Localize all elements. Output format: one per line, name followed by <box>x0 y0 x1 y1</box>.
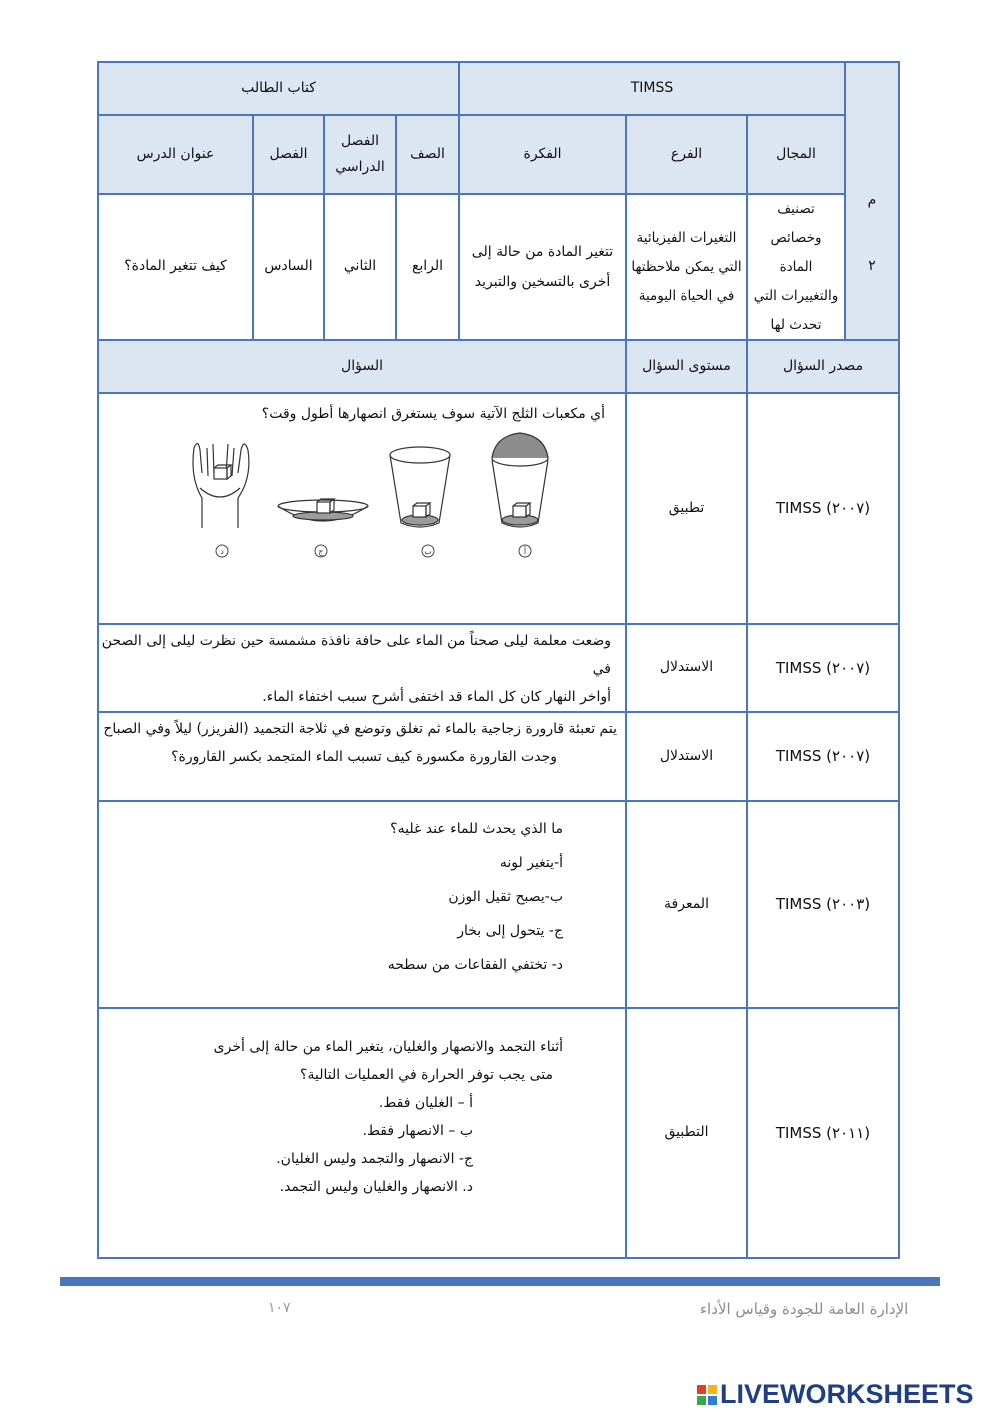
grid-line <box>746 114 748 1257</box>
footer-org: الإدارة العامة للجودة وقياس الأداء <box>700 1300 909 1318</box>
grid-line <box>99 623 898 625</box>
logo-text: LIVEWORKSHEETS <box>720 1379 974 1409</box>
figure-label-c: ج <box>318 547 324 556</box>
grid-line <box>323 114 325 339</box>
q5-stem-line-1: أثناء التجمد والانصهار والغليان، يتغير الماء من حالة إلى أخرى <box>213 1039 563 1055</box>
question-header-label: السؤال <box>341 357 383 374</box>
q4-source-text: TIMSS (٢٠٠٣) <box>775 895 871 913</box>
q4-level-text: المعرفة <box>664 895 709 912</box>
lesson-title-header-label: عنوان الدرس <box>136 145 215 162</box>
q3-line-1: يتم تعبئة قارورة زجاجية بالماء ثم تغلق وتوضع في ثلاجة التجميد (الفريزر) ليلاً وفي الصباح <box>103 721 617 737</box>
grid-line <box>458 63 460 339</box>
q3-line-2: وجدت القارورة مكسورة كيف تسبب الماء المتجمد بكسر القارورة؟ <box>171 749 557 765</box>
idea-text: تتغير المادة من حالة إلى أخرى بالتسخين والتبريد <box>471 244 614 290</box>
q2-line-1: وضعت معلمة ليلى صحناً من الماء على حافة نافذة مشمسة حين نظرت ليلى إلى الصحن في <box>101 633 611 677</box>
q4-stem: ما الذي يحدث للماء عند غليه؟ <box>390 821 563 837</box>
footer-bar <box>60 1277 940 1286</box>
q2-line-2: أواخر النهار كان كل الماء قد اختفى أشرح سبب اختفاء الماء. <box>262 689 611 705</box>
figure-label-d: د <box>220 547 224 556</box>
grid-line <box>99 193 846 195</box>
q5-level-text: التطبيق <box>664 1124 709 1141</box>
grade-header-label: الصف <box>410 145 445 162</box>
q2-source-text: TIMSS (٢٠٠٧) <box>775 658 871 677</box>
grid-line <box>99 114 846 116</box>
student-book-label: كتاب الطالب <box>241 79 316 96</box>
q4-option-c: ج- يتحول إلى بخار <box>457 923 563 939</box>
row-number-value: ٢ <box>868 258 876 275</box>
q1-text: أي مكعبات الثلج الآتية سوف يستغرق انصهارها أطول وقت؟ <box>261 406 605 422</box>
grid-line <box>625 114 627 1257</box>
branch-header-label: الفرع <box>670 145 703 162</box>
q5-option-d: د. الانصهار والغليان وليس التجمد. <box>279 1179 473 1195</box>
q1-level-text: تطبيق <box>668 499 705 516</box>
chapter-header-label: الفصل <box>269 145 308 162</box>
page-number: ١٠٧ <box>268 1300 291 1316</box>
domain-header-label: المجال <box>776 145 816 162</box>
number-header-label: م <box>867 192 877 209</box>
grid-line <box>252 114 254 339</box>
level-header-label: مستوى السؤال <box>642 357 731 374</box>
domain-text: تصنيف وخصائص المادة والتغييرات التي تحدث لها <box>753 200 839 333</box>
semester-header-label: الفصل الدراسي <box>335 133 385 175</box>
branch-text: التغيرات الفيزيائية التي يمكن ملاحظتها في الحياة اليومية <box>631 229 742 304</box>
figure-label-a: أ <box>523 547 527 556</box>
q5-source-text: TIMSS (٢٠١١) <box>775 1123 871 1142</box>
grade-text: الرابع <box>411 258 444 275</box>
q5-option-c: ج- الانصهار والتجمد وليس الغليان. <box>276 1151 473 1167</box>
q4-option-d: د- تختفي الفقاعات من سطحه <box>387 957 563 973</box>
grid-line <box>99 339 898 341</box>
grid-line <box>99 711 898 713</box>
q5-option-a: أ – الغليان فقط. <box>378 1095 473 1111</box>
q1-source-text: TIMSS (٢٠٠٧) <box>775 499 871 517</box>
q5-stem-line-2: متى يجب توفر الحرارة في العمليات التالية؟ <box>300 1067 553 1083</box>
table-border <box>97 61 900 1259</box>
grid-line <box>844 63 846 339</box>
logo-cubes-icon <box>697 1385 717 1405</box>
q4-option-a: أ-يتغير لونه <box>499 855 563 871</box>
chapter-text: السادس <box>264 258 313 275</box>
q3-level-text: الاستدلال <box>659 747 714 764</box>
q2-level-text: الاستدلال <box>659 659 714 676</box>
idea-header-label: الفكرة <box>523 145 562 162</box>
grid-line <box>99 1007 898 1009</box>
timss-label: TIMSS <box>630 79 674 96</box>
grid-line <box>395 114 397 339</box>
q3-source-text: TIMSS (٢٠٠٧) <box>775 747 871 765</box>
q4-option-b: ب-يصبح ثقيل الوزن <box>448 889 563 905</box>
liveworksheets-logo <box>697 1379 974 1410</box>
q5-option-b: ب – الانصهار فقط. <box>362 1123 473 1139</box>
semester-text: الثاني <box>343 258 377 275</box>
lesson-text: كيف تتغير المادة؟ <box>124 258 227 275</box>
source-header-label: مصدر السؤال <box>782 357 864 374</box>
figure-label-b: ب <box>424 547 432 556</box>
grid-line <box>99 800 898 802</box>
grid-line <box>99 392 898 394</box>
